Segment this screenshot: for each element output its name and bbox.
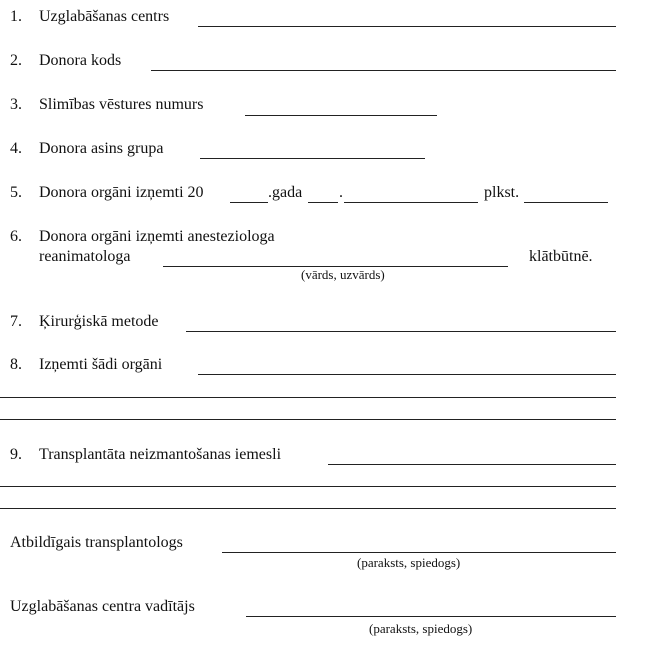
- item-6-label-continued: reanimatologa: [39, 248, 131, 265]
- organs-removed-line-3[interactable]: [0, 419, 616, 420]
- presence-suffix: klātbūtnē.: [529, 248, 593, 265]
- non-use-reasons-line-2[interactable]: [0, 486, 616, 487]
- non-use-reasons-line-3[interactable]: [0, 508, 616, 509]
- item-4-label: Donora asins grupa: [39, 140, 164, 157]
- item-5-number: 5.: [10, 184, 22, 201]
- item-9-number: 9.: [10, 446, 22, 463]
- item-2-number: 2.: [10, 52, 22, 69]
- blood-group-field[interactable]: [200, 158, 425, 159]
- organs-removed-field[interactable]: [198, 374, 616, 375]
- signature-stamp-hint-1: (paraksts, spiedogs): [357, 555, 461, 570]
- item-5-label: Donora orgāni izņemti 20: [39, 184, 204, 201]
- gada-text: .gada: [268, 184, 303, 201]
- year-field[interactable]: [230, 202, 268, 203]
- item-3-number: 3.: [10, 96, 22, 113]
- time-field[interactable]: [524, 202, 608, 203]
- item-7-number: 7.: [10, 313, 22, 330]
- center-head-label: Uzglabāšanas centra vadītājs: [10, 598, 195, 615]
- transplantologist-signature-field[interactable]: [222, 552, 616, 553]
- item-1-number: 1.: [10, 8, 22, 25]
- item-1-label: Uzglabāšanas centrs: [39, 8, 170, 25]
- donor-code-field[interactable]: [151, 70, 616, 71]
- organs-removed-line-2[interactable]: [0, 397, 616, 398]
- item-9-label: Transplantāta neizmantošanas iemesli: [39, 446, 282, 463]
- center-head-signature-field[interactable]: [246, 616, 616, 617]
- item-4-number: 4.: [10, 140, 22, 157]
- item-3-label: Slimības vēstures numurs: [39, 96, 204, 113]
- item-6-number: 6.: [10, 228, 22, 245]
- item-8-label: Izņemti šādi orgāni: [39, 356, 163, 373]
- non-use-reasons-field[interactable]: [328, 464, 616, 465]
- responsible-transplantologist-label: Atbildīgais transplantologs: [10, 534, 183, 551]
- item-6-label: Donora orgāni izņemti anesteziologa: [39, 228, 275, 245]
- signature-stamp-hint-2: (paraksts, spiedogs): [369, 621, 473, 636]
- item-8-number: 8.: [10, 356, 22, 373]
- item-2-label: Donora kods: [39, 52, 122, 69]
- medical-history-number-field[interactable]: [245, 115, 437, 116]
- item-7-label: Ķirurģiskā metode: [39, 313, 159, 330]
- day-field[interactable]: [344, 202, 478, 203]
- surgical-method-field[interactable]: [186, 331, 616, 332]
- plkst-text: plkst.: [484, 184, 520, 201]
- month-field[interactable]: [308, 202, 338, 203]
- name-surname-hint: (vārds, uzvārds): [301, 267, 385, 282]
- storage-center-field[interactable]: [198, 26, 616, 27]
- date-dot-text: .: [339, 184, 343, 201]
